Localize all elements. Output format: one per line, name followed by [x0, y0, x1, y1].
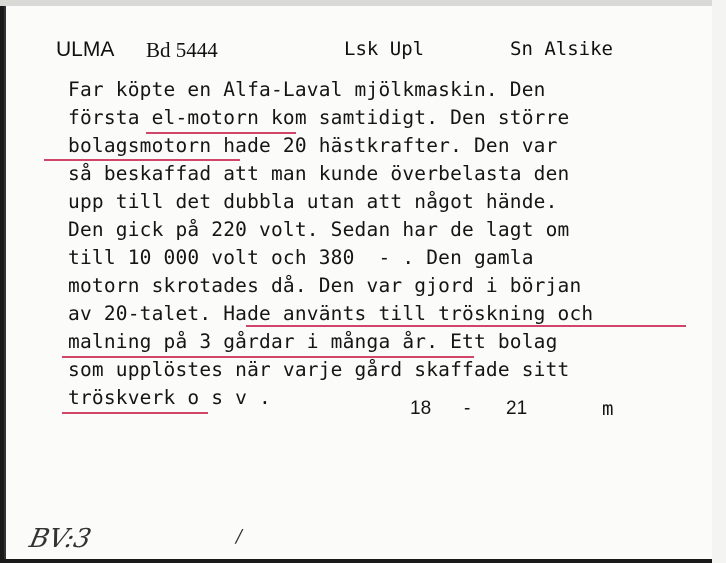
text-line: bolagsmotorn hade 20 hästkrafter. Den var: [68, 134, 558, 157]
age-start: 18: [410, 398, 432, 419]
text-line: tröskverk o s v .: [68, 386, 271, 409]
pencil-tick: /: [236, 526, 243, 547]
text-line: Den gick på 220 volt. Sedan har de lagt om: [68, 218, 570, 241]
underline-hade-anvants: [246, 325, 686, 327]
text-line: som upplöstes när varje gård skaffade sitt: [68, 358, 570, 381]
text-line: så beskaffad att man kunde överbelasta den: [68, 162, 570, 185]
underline-malning: [62, 356, 474, 358]
gender-mark: m: [602, 398, 614, 420]
landskap-label: Lsk Upl: [344, 38, 425, 60]
underline-bolagsmotorn: [44, 159, 240, 161]
age-end: 21: [506, 398, 528, 419]
scan-right-edge: [712, 0, 726, 563]
document-number: Bd 5444: [146, 38, 218, 62]
handwritten-mark: BV:3: [26, 524, 94, 554]
text-line: malning på 3 gårdar i många år. Ett bolag: [68, 330, 558, 353]
text-line: till 10 000 volt och 380 - . Den gamla: [68, 246, 534, 269]
underline-troskverk: [62, 412, 208, 414]
text-line: motorn skrotades då. Den var gjord i början: [68, 274, 582, 297]
text-line: av 20-talet. Hade använts till tröskning och: [68, 302, 594, 325]
age-dash: -: [464, 398, 471, 419]
archive-code: ULMA: [56, 38, 115, 61]
text-line: första el-motorn kom samtidigt. Den större: [68, 106, 570, 129]
underline-el-motorn: [146, 132, 296, 134]
socken-label: Sn Alsike: [510, 38, 613, 60]
text-line: Far köpte en Alfa-Laval mjölkmaskin. Den: [68, 78, 546, 101]
text-line: upp till det dubbla utan att något hände.: [68, 190, 558, 213]
